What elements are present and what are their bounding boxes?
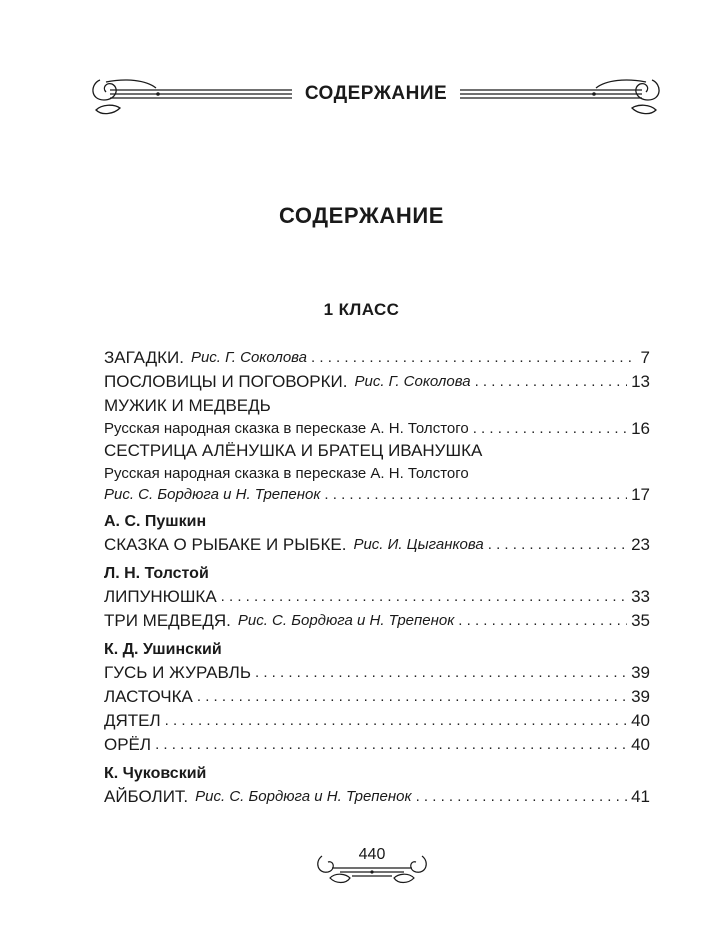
- entry-subtitle: Русская народная сказка в пересказе А. Н. Толстого: [104, 465, 469, 482]
- author-heading: Л. Н. Толстой: [104, 565, 209, 582]
- entry-illustrator: Рис. С. Бордюга и Н. Трепенок: [104, 486, 321, 503]
- dot-leader: [458, 609, 627, 633]
- toc-entry[interactable]: [104, 394, 650, 418]
- dot-leader: [473, 418, 627, 439]
- dot-leader: [324, 484, 627, 505]
- entry-illustrator: Рис. Г. Соколова: [354, 373, 471, 390]
- entry-title: ЛИПУНЮШКА: [104, 587, 217, 606]
- entry-title: ОРЁЛ: [104, 735, 152, 754]
- entry-page-number: 23: [631, 535, 650, 554]
- entry-title: ЗАГАДКИ.: [104, 348, 184, 367]
- entry-subtitle: Русская народная сказка в пересказе А. Н. Толстого: [104, 420, 469, 437]
- toc-entry[interactable]: [104, 346, 650, 370]
- running-header: [86, 70, 666, 122]
- toc-entry-subline[interactable]: [104, 484, 650, 505]
- entry-title: СЕСТРИЦА АЛЁНУШКА И БРАТЕЦ ИВАНУШКА: [104, 441, 483, 460]
- entry-page-number: 35: [631, 611, 650, 630]
- dot-leader: [311, 346, 632, 370]
- page-footer: [312, 840, 432, 890]
- dot-leader: [155, 733, 627, 757]
- entry-title: ГУСЬ И ЖУРАВЛЬ: [104, 663, 251, 682]
- dot-leader: [488, 533, 627, 557]
- entry-title: МУЖИК И МЕДВЕДЬ: [104, 396, 271, 415]
- table-of-contents: [104, 346, 650, 809]
- toc-entry[interactable]: [104, 609, 650, 633]
- section-heading: 1 КЛАСС: [323, 300, 400, 319]
- entry-title: ЛАСТОЧКА: [104, 687, 193, 706]
- toc-entry[interactable]: [104, 733, 650, 757]
- entry-page-number: 39: [631, 687, 650, 706]
- author-heading: К. Чуковский: [104, 765, 207, 782]
- author-heading: К. Д. Ушинский: [104, 641, 222, 658]
- entry-title: ТРИ МЕДВЕДЯ.: [104, 611, 231, 630]
- entry-title: СКАЗКА О РЫБАКЕ И РЫБКЕ.: [104, 535, 347, 554]
- toc-entry[interactable]: [104, 785, 650, 809]
- page-number: 440: [312, 846, 432, 864]
- toc-entry[interactable]: [104, 439, 650, 463]
- entry-page-number: 7: [640, 348, 650, 367]
- dot-leader: [197, 685, 627, 709]
- toc-entry-subline[interactable]: [104, 418, 650, 439]
- toc-entry-subline: [104, 463, 650, 484]
- entry-title: ДЯТЕЛ: [104, 711, 161, 730]
- toc-entry[interactable]: [104, 685, 650, 709]
- dot-leader: [255, 661, 627, 685]
- toc-entry[interactable]: [104, 533, 650, 557]
- entry-illustrator: Рис. С. Бордюга и Н. Трепенок: [237, 612, 455, 629]
- page-title: СОДЕРЖАНИЕ: [278, 203, 445, 228]
- toc-entry[interactable]: [104, 661, 650, 685]
- entry-page-number: 33: [631, 587, 650, 606]
- entry-title: ПОСЛОВИЦЫ И ПОГОВОРКИ.: [104, 372, 348, 391]
- toc-entry[interactable]: [104, 709, 650, 733]
- entry-page-number: 17: [631, 485, 650, 504]
- toc-entry[interactable]: [104, 370, 650, 394]
- dot-leader: [165, 709, 627, 733]
- entry-page-number: 16: [631, 419, 650, 438]
- dot-leader: [416, 785, 628, 809]
- toc-entry[interactable]: [104, 585, 650, 609]
- entry-page-number: 13: [631, 372, 650, 391]
- running-header-title: СОДЕРЖАНИЕ: [86, 83, 666, 105]
- dot-leader: [221, 585, 627, 609]
- entry-illustrator: Рис. И. Цыганкова: [353, 536, 484, 553]
- entry-page-number: 39: [631, 663, 650, 682]
- entry-illustrator: Рис. Г. Соколова: [190, 349, 308, 366]
- entry-title: АЙБОЛИТ.: [104, 787, 189, 806]
- entry-page-number: 40: [631, 735, 650, 754]
- dot-leader: [475, 370, 628, 394]
- author-heading: А. С. Пушкин: [104, 513, 207, 530]
- entry-page-number: 40: [631, 711, 650, 730]
- entry-illustrator: Рис. С. Бордюга и Н. Трепенок: [195, 788, 412, 805]
- entry-page-number: 41: [631, 787, 650, 806]
